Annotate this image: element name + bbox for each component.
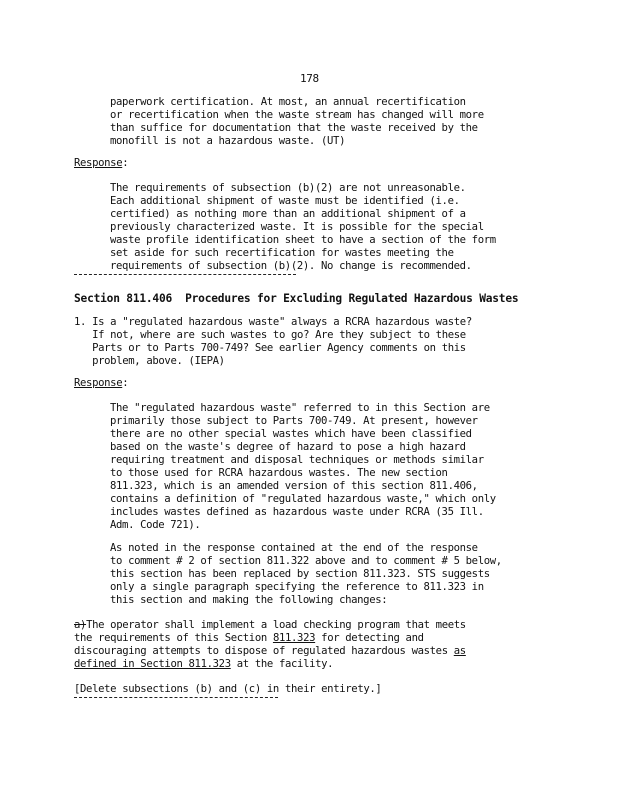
body-line: or recertification when the waste stream has changed will more [110, 109, 484, 121]
body-line: Each additional shipment of waste must be identified (i.e. [110, 195, 460, 207]
body-line: set aside for such recertification for wastes meeting the [110, 247, 454, 259]
body-line: certified) as nothing more than an additional shipment of a [110, 208, 466, 220]
amendment-line: discouraging attempts to dispose of regulated hazardous wastes as [74, 645, 466, 657]
amendment-line: a)The operator shall implement a load checking program that meets [74, 619, 466, 631]
question-line: Parts or to Parts 700-749? See earlier Agency comments on this [74, 342, 466, 354]
section-heading: Section 811.406 Procedures for Excluding Regulated Hazardous Wastes [74, 292, 519, 305]
body-line: there are no other special wastes which have been classified [110, 428, 472, 440]
body-line: only a single paragraph specifying the reference to 811.323 in [110, 581, 484, 593]
body-line: requirements of subsection (b)(2). No change is recommended. [110, 260, 472, 272]
question-line: If not, where are such wastes to go? Are they subject to these [74, 329, 466, 341]
amendment-line: defined in Section 811.323 at the facility. [74, 658, 334, 670]
body-line: primarily those subject to Parts 700-749. At present, however [110, 415, 478, 427]
body-line: 811.323, which is an amended version of this section 811.406, [110, 480, 478, 492]
response-label: Response: [74, 377, 129, 389]
response-label: Response: [74, 157, 129, 169]
body-line: this section has been replaced by section 811.323. STS suggests [110, 568, 490, 580]
body-line: to those used for RCRA hazardous wastes. The new section [110, 467, 448, 479]
body-line: monofill is not a hazardous waste. (UT) [110, 135, 346, 147]
inserted-text: 811.323 [272, 632, 316, 644]
question-line: problem, above. (IEPA) [74, 355, 225, 367]
body-line: based on the waste's degree of hazard to pose a high hazard [110, 441, 466, 453]
inserted-text: defined in Section 811.323 [74, 658, 231, 670]
body-line: waste profile identification sheet to have a section of the form [110, 234, 496, 246]
body-line: As noted in the response contained at the end of the response [110, 542, 478, 554]
body-line: Adm. Code 721). [110, 519, 201, 531]
body-line: than suffice for documentation that the waste received by the [110, 122, 478, 134]
body-line: includes wastes defined as hazardous waste under RCRA (35 Ill. [110, 506, 484, 518]
question-line: 1. Is a "regulated hazardous waste" always a RCRA hazardous waste? [74, 316, 472, 328]
struck-text: a) [74, 619, 87, 631]
body-line: previously characterized waste. It is possible for the special [110, 221, 484, 233]
page-number: 178 [300, 72, 319, 85]
body-line: The requirements of subsection (b)(2) are not unreasonable. [110, 182, 466, 194]
body-line: The "regulated hazardous waste" referred to in this Section are [110, 402, 490, 414]
delete-note: [Delete subsections (b) and (c) in their entirety.] [74, 683, 382, 695]
body-line: to comment # 2 of section 811.322 above and to comment # 5 below, [110, 555, 502, 567]
body-line: this section and making the following changes: [110, 594, 388, 606]
body-line: contains a definition of "regulated hazardous waste," which only [110, 493, 496, 505]
amendment-line: the requirements of this Section 811.323 for detecting and [74, 632, 424, 644]
body-line: requiring treatment and disposal techniques or methods similar [110, 454, 484, 466]
separator-rule [74, 697, 278, 698]
separator-rule [74, 274, 296, 275]
inserted-text: as [453, 645, 466, 657]
body-line: paperwork certification. At most, an annual recertification [110, 96, 466, 108]
